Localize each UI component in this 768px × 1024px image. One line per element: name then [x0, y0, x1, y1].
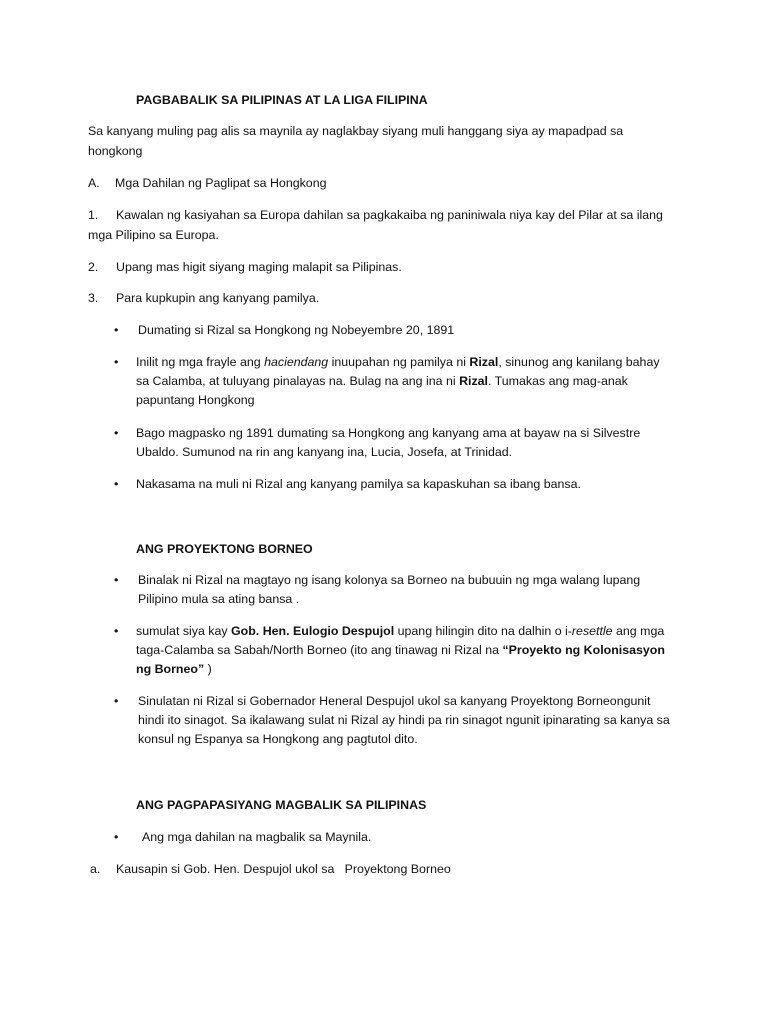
reason-2-marker: 2.	[88, 260, 99, 274]
heading-pagpapasiya: ANG PAGPAPASIYANG MAGBALIK SA PILIPINAS	[136, 798, 427, 812]
reason-1-line-2: mga Pilipino sa Europa.	[88, 228, 219, 242]
bullet-inilit	[136, 353, 676, 410]
proyekto-bold: “Proyekto ng Kolonisasyon ng Borneo”	[136, 643, 665, 676]
heading-proyektong-borneo: ANG PROYEKTONG BORNEO	[136, 542, 313, 556]
bullet-sumulat-text: ang mga taga-Calamba sa Sabah/North Borneo (ito ang tinawag ni Rizal na	[136, 624, 665, 657]
bullet-dumating: Dumating si Rizal sa Hongkong ng Nobeyembre 20, 1891	[138, 323, 455, 337]
bullet-marker: •	[114, 573, 119, 587]
intro-line-1: Sa kanyang muling pag alis sa maynila ay naglakbay siyang muli hanggang siya ay mapadpad sa	[88, 124, 624, 138]
final-marker: a.	[90, 862, 101, 876]
reason-1-line-1: Kawalan ng kasiyahan sa Europa dahilan sa pagkakaiba ng paniniwala niya kay del Pilar at sa ilang	[116, 208, 663, 222]
resettle-italic: resettle	[571, 624, 613, 638]
section-a-marker: A.	[88, 176, 100, 190]
intro-line-2: hongkong	[88, 144, 143, 158]
bullet-marker: •	[114, 426, 119, 440]
section-a-title: Mga Dahilan ng Paglipat sa Hongkong	[115, 176, 327, 190]
bullet-marker: •	[114, 830, 119, 844]
bullet-marker: •	[114, 477, 119, 491]
bullet-bago-magpasko: Bago magpasko ng 1891 dumating sa Hongkong ang kanyang ama at bayaw na si Silvestre Ubaldo. Sumunod na rin ang kanyang ina, Lucia, Josefa, at Trinidad.	[136, 426, 641, 459]
rizal-bold: Rizal	[459, 374, 488, 388]
heading-pagbabalik: PAGBABALIK SA PILIPINAS AT LA LIGA FILIPINA	[136, 93, 428, 107]
bullet-marker: •	[114, 624, 119, 638]
bullet-marker: •	[114, 323, 119, 337]
reason-3-text: Para kupkupin ang kanyang pamilya.	[116, 291, 320, 305]
bullet-binalak: Binalak ni Rizal na magtayo ng isang kolonya sa Borneo na bubuuin ng mga walang lupang Pilipino mula sa ating bansa .	[138, 573, 641, 606]
bullet-sumulat-text: upang hilingin dito na dalhin o i-	[394, 624, 572, 638]
bullet-marker: •	[114, 694, 119, 708]
despujol-bold: Gob. Hen. Eulogio Despujol	[231, 624, 395, 638]
bullet-mga-dahilan: Ang mga dahilan na magbalik sa Maynila.	[142, 830, 372, 844]
haciendang-italic: haciendang	[264, 355, 329, 369]
bullet-inilit-text: Inilit ng mga frayle ang	[136, 355, 265, 369]
bullet-inilit-text: . Tumakas ang mag-anak papuntang Hongkong	[136, 374, 628, 407]
bullet-sumulat-text: )	[204, 662, 212, 676]
reason-1-marker: 1.	[88, 208, 99, 222]
reason-3-marker: 3.	[88, 291, 99, 305]
bullet-sumulat	[136, 622, 676, 679]
final-text: Kausapin si Gob. Hen. Despujol ukol sa Proyektong Borneo	[116, 862, 451, 876]
bullet-sumulat-text: sumulat siya kay	[136, 624, 232, 638]
bullet-inilit-text: inuupahan ng pamilya ni	[328, 355, 470, 369]
rizal-bold: Rizal	[469, 355, 499, 369]
bullet-marker: •	[114, 355, 119, 369]
bullet-inilit-text: , sinunog ang kanilang bahay sa Calamba, at tuluyang pinalayas na. Bulag na ang ina ni	[136, 355, 660, 388]
bullet-nakasama: Nakasama na muli ni Rizal ang kanyang pamilya sa kapaskuhan sa ibang bansa.	[136, 477, 581, 491]
reason-2-text: Upang mas higit siyang maging malapit sa Pilipinas.	[116, 260, 402, 274]
bullet-sinulatan: Sinulatan ni Rizal si Gobernador Heneral Despujol ukol sa kanyang Proyektong Borneongunit hindi ito sinagot. Sa ikalawang sulat ni Rizal ay hindi pa rin sinagot ngunit ipinarating sa kanya sa konsul ng Espanya sa Hongkong ang pagtutol dito.	[138, 694, 670, 746]
